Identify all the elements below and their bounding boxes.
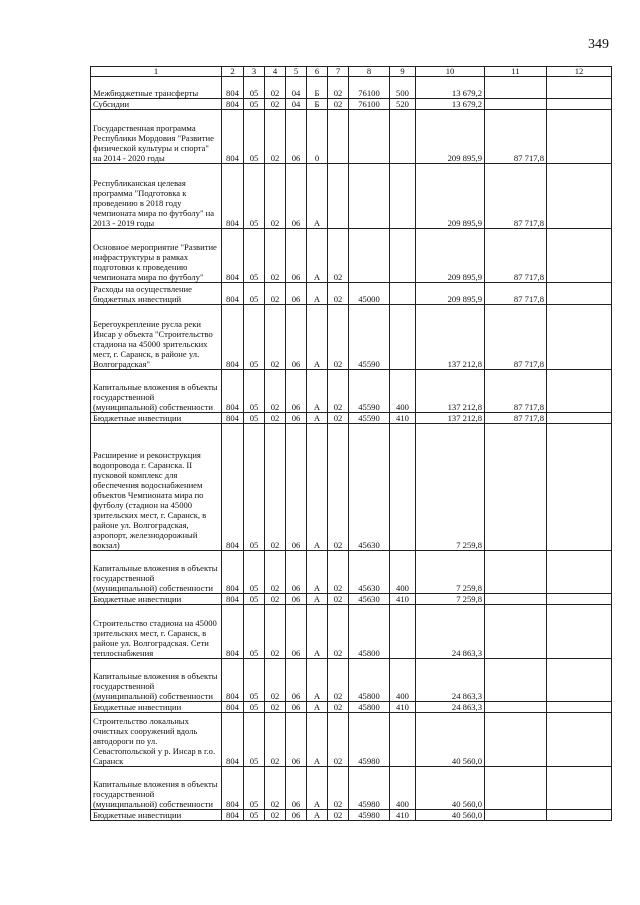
direction-code-cell: 45630 (349, 551, 390, 594)
table-header-row (91, 67, 612, 77)
amount-2017-cell: 7 259,8 (416, 594, 485, 605)
row-name-cell: Капитальные вложения в объекты государственной (муниципальной) собственности (91, 370, 222, 413)
subsection-code-cell: 02 (265, 110, 286, 164)
row-name-cell: Капитальные вложения в объекты государственной (муниципальной) собственности (91, 551, 222, 594)
expense-type-code-cell: 520 (390, 99, 416, 110)
subsection-code-cell: 02 (265, 810, 286, 821)
subsection-code-cell: 02 (265, 77, 286, 99)
section-code-cell: 05 (244, 605, 265, 659)
program-code-cell: 06 (286, 605, 307, 659)
table-row (91, 713, 612, 767)
program-code-cell: 04 (286, 77, 307, 99)
amount-2019-cell (547, 810, 612, 821)
direction-code-cell (349, 164, 390, 229)
amount-2018-cell (485, 424, 547, 551)
subsection-code-cell: 02 (265, 99, 286, 110)
amount-2019-cell (547, 370, 612, 413)
program-code-cell: 06 (286, 551, 307, 594)
subprogram-code-cell: А (307, 424, 328, 551)
section-code-cell: 05 (244, 551, 265, 594)
table-row (91, 370, 612, 413)
section-code-cell: 05 (244, 767, 265, 810)
program-code-cell: 06 (286, 110, 307, 164)
row-name-cell: Бюджетные инвестиции (91, 413, 222, 424)
column-header: 7 (328, 67, 349, 77)
amount-2017-cell: 137 212,8 (416, 370, 485, 413)
rz-code-cell: 804 (222, 605, 244, 659)
measure-code-cell: 02 (328, 551, 349, 594)
direction-code-cell: 45800 (349, 659, 390, 702)
row-name-cell: Бюджетные инвестиции (91, 594, 222, 605)
measure-code-cell: 02 (328, 413, 349, 424)
row-name-cell: Капитальные вложения в объекты государственной (муниципальной) собственности (91, 659, 222, 702)
amount-2017-cell: 137 212,8 (416, 305, 485, 370)
column-header: 11 (485, 67, 547, 77)
amount-2018-cell (485, 659, 547, 702)
section-code-cell: 05 (244, 110, 265, 164)
measure-code-cell: 02 (328, 713, 349, 767)
direction-code-cell: 45980 (349, 810, 390, 821)
amount-2017-cell: 24 863,3 (416, 702, 485, 713)
subprogram-code-cell: А (307, 594, 328, 605)
subsection-code-cell: 02 (265, 424, 286, 551)
program-code-cell: 06 (286, 305, 307, 370)
amount-2019-cell (547, 164, 612, 229)
subprogram-code-cell: А (307, 413, 328, 424)
measure-code-cell: 02 (328, 594, 349, 605)
column-header: 12 (547, 67, 612, 77)
section-code-cell: 05 (244, 702, 265, 713)
subprogram-code-cell: А (307, 702, 328, 713)
column-header: 8 (349, 67, 390, 77)
amount-2019-cell (547, 229, 612, 283)
amount-2017-cell: 24 863,3 (416, 659, 485, 702)
measure-code-cell: 02 (328, 810, 349, 821)
row-name-cell: Межбюджетные трансферты (91, 77, 222, 99)
section-code-cell: 05 (244, 305, 265, 370)
measure-code-cell: 02 (328, 283, 349, 305)
section-code-cell: 05 (244, 99, 265, 110)
subprogram-code-cell: А (307, 810, 328, 821)
rz-code-cell: 804 (222, 77, 244, 99)
column-header: 10 (416, 67, 485, 77)
program-code-cell: 06 (286, 424, 307, 551)
amount-2017-cell: 7 259,8 (416, 424, 485, 551)
rz-code-cell: 804 (222, 229, 244, 283)
amount-2018-cell: 87 717,8 (485, 110, 547, 164)
expense-type-code-cell: 400 (390, 767, 416, 810)
direction-code-cell: 45980 (349, 767, 390, 810)
subprogram-code-cell: Б (307, 77, 328, 99)
row-name-cell: Берегоукрепление русла реки Инсар у объекта "Строительство стадиона на 45000 зрительских мест, г. Саранск, в районе ул. Волгоградская" (91, 305, 222, 370)
rz-code-cell: 804 (222, 99, 244, 110)
direction-code-cell: 45980 (349, 713, 390, 767)
section-code-cell: 05 (244, 810, 265, 821)
expense-type-code-cell (390, 164, 416, 229)
amount-2017-cell: 40 560,0 (416, 810, 485, 821)
amount-2019-cell (547, 713, 612, 767)
section-code-cell: 05 (244, 424, 265, 551)
table-row (91, 424, 612, 551)
expense-type-code-cell: 410 (390, 413, 416, 424)
subsection-code-cell: 02 (265, 370, 286, 413)
subsection-code-cell: 02 (265, 702, 286, 713)
column-header: 2 (222, 67, 244, 77)
amount-2018-cell: 87 717,8 (485, 305, 547, 370)
amount-2019-cell (547, 110, 612, 164)
column-header: 5 (286, 67, 307, 77)
amount-2018-cell (485, 551, 547, 594)
rz-code-cell: 804 (222, 370, 244, 413)
program-code-cell: 06 (286, 229, 307, 283)
subsection-code-cell: 02 (265, 659, 286, 702)
amount-2018-cell: 87 717,8 (485, 229, 547, 283)
rz-code-cell: 804 (222, 551, 244, 594)
table-row (91, 110, 612, 164)
amount-2017-cell: 7 259,8 (416, 551, 485, 594)
rz-code-cell: 804 (222, 283, 244, 305)
amount-2017-cell: 137 212,8 (416, 413, 485, 424)
amount-2019-cell (547, 99, 612, 110)
table-row (91, 77, 612, 99)
amount-2018-cell (485, 810, 547, 821)
expense-type-code-cell (390, 229, 416, 283)
section-code-cell: 05 (244, 283, 265, 305)
expense-type-code-cell: 410 (390, 810, 416, 821)
amount-2017-cell: 24 863,3 (416, 605, 485, 659)
table-row (91, 283, 612, 305)
section-code-cell: 05 (244, 229, 265, 283)
measure-code-cell: 02 (328, 305, 349, 370)
column-header: 4 (265, 67, 286, 77)
measure-code-cell (328, 110, 349, 164)
amount-2017-cell: 209 895,9 (416, 229, 485, 283)
program-code-cell: 06 (286, 767, 307, 810)
row-name-cell: Государственная программа Республики Мордовия "Развитие физической культуры и спорта" на 2014 - 2020 годы (91, 110, 222, 164)
section-code-cell: 05 (244, 164, 265, 229)
column-header: 1 (91, 67, 222, 77)
amount-2018-cell: 87 717,8 (485, 164, 547, 229)
amount-2019-cell (547, 424, 612, 551)
amount-2017-cell: 40 560,0 (416, 767, 485, 810)
subsection-code-cell: 02 (265, 164, 286, 229)
measure-code-cell: 02 (328, 702, 349, 713)
row-name-cell: Расширение и реконструкция водопровода г. Саранска. II пусковой комплекс для обеспечения водоснабжением объектов Чемпионата мира по футболу (стадион на 45000 зрительских мест, г. Саранск, в районе ул. Волгоградская, аэропорт, железнодорожный вокзал) (91, 424, 222, 551)
measure-code-cell: 02 (328, 99, 349, 110)
row-name-cell: Бюджетные инвестиции (91, 702, 222, 713)
expense-type-code-cell: 410 (390, 702, 416, 713)
table-row (91, 659, 612, 702)
subsection-code-cell: 02 (265, 767, 286, 810)
subsection-code-cell: 02 (265, 713, 286, 767)
program-code-cell: 06 (286, 810, 307, 821)
amount-2019-cell (547, 605, 612, 659)
amount-2017-cell: 13 679,2 (416, 77, 485, 99)
amount-2018-cell (485, 99, 547, 110)
expense-type-code-cell: 410 (390, 594, 416, 605)
subsection-code-cell: 02 (265, 229, 286, 283)
rz-code-cell: 804 (222, 305, 244, 370)
program-code-cell: 06 (286, 713, 307, 767)
amount-2019-cell (547, 77, 612, 99)
amount-2019-cell (547, 767, 612, 810)
section-code-cell: 05 (244, 594, 265, 605)
expense-type-code-cell (390, 424, 416, 551)
expense-type-code-cell (390, 713, 416, 767)
subprogram-code-cell: 0 (307, 110, 328, 164)
row-name-cell: Расходы на осуществление бюджетных инвестиций (91, 283, 222, 305)
direction-code-cell: 45000 (349, 283, 390, 305)
table-row (91, 229, 612, 283)
amount-2019-cell (547, 305, 612, 370)
subprogram-code-cell: А (307, 164, 328, 229)
direction-code-cell (349, 229, 390, 283)
subprogram-code-cell: А (307, 370, 328, 413)
program-code-cell: 06 (286, 370, 307, 413)
measure-code-cell: 02 (328, 424, 349, 551)
measure-code-cell: 02 (328, 229, 349, 283)
subsection-code-cell: 02 (265, 605, 286, 659)
table-row (91, 305, 612, 370)
row-name-cell: Основное мероприятие "Развитие инфраструктуры в рамках подготовки к проведению чемпионата мира по футболу" (91, 229, 222, 283)
expense-type-code-cell (390, 605, 416, 659)
subprogram-code-cell: А (307, 229, 328, 283)
expense-type-code-cell: 400 (390, 370, 416, 413)
measure-code-cell: 02 (328, 767, 349, 810)
direction-code-cell: 45630 (349, 594, 390, 605)
amount-2018-cell (485, 702, 547, 713)
table-row (91, 702, 612, 713)
subsection-code-cell: 02 (265, 594, 286, 605)
rz-code-cell: 804 (222, 164, 244, 229)
row-name-cell: Строительство стадиона на 45000 зрительских мест, г. Саранск, в районе ул. Волгоградская. Сети теплоснабжения (91, 605, 222, 659)
subprogram-code-cell: А (307, 767, 328, 810)
measure-code-cell: 02 (328, 370, 349, 413)
subprogram-code-cell: А (307, 283, 328, 305)
expense-type-code-cell (390, 305, 416, 370)
amount-2019-cell (547, 283, 612, 305)
direction-code-cell: 45590 (349, 305, 390, 370)
program-code-cell: 06 (286, 659, 307, 702)
row-name-cell: Субсидии (91, 99, 222, 110)
table-row (91, 413, 612, 424)
amount-2018-cell (485, 594, 547, 605)
amount-2018-cell: 87 717,8 (485, 283, 547, 305)
amount-2019-cell (547, 594, 612, 605)
amount-2018-cell: 87 717,8 (485, 370, 547, 413)
section-code-cell: 05 (244, 713, 265, 767)
row-name-cell: Строительство локальных очистных сооружений вдоль автодороги по ул. Севастопольской у р. Инсар в г.о. Саранск (91, 713, 222, 767)
budget-table (90, 66, 612, 821)
subprogram-code-cell: А (307, 605, 328, 659)
program-code-cell: 04 (286, 99, 307, 110)
direction-code-cell: 45590 (349, 413, 390, 424)
amount-2017-cell: 209 895,9 (416, 110, 485, 164)
subprogram-code-cell: А (307, 305, 328, 370)
expense-type-code-cell (390, 283, 416, 305)
expense-type-code-cell (390, 110, 416, 164)
subprogram-code-cell: Б (307, 99, 328, 110)
table-row (91, 551, 612, 594)
direction-code-cell: 45800 (349, 702, 390, 713)
direction-code-cell: 45590 (349, 370, 390, 413)
table-body (91, 77, 612, 821)
subsection-code-cell: 02 (265, 551, 286, 594)
amount-2017-cell: 209 895,9 (416, 164, 485, 229)
amount-2017-cell: 40 560,0 (416, 713, 485, 767)
rz-code-cell: 804 (222, 110, 244, 164)
section-code-cell: 05 (244, 77, 265, 99)
measure-code-cell: 02 (328, 77, 349, 99)
program-code-cell: 06 (286, 702, 307, 713)
subsection-code-cell: 02 (265, 413, 286, 424)
measure-code-cell: 02 (328, 605, 349, 659)
section-code-cell: 05 (244, 413, 265, 424)
rz-code-cell: 804 (222, 659, 244, 702)
rz-code-cell: 804 (222, 424, 244, 551)
rz-code-cell: 804 (222, 713, 244, 767)
rz-code-cell: 804 (222, 767, 244, 810)
row-name-cell: Бюджетные инвестиции (91, 810, 222, 821)
amount-2019-cell (547, 551, 612, 594)
table-row (91, 594, 612, 605)
table-row (91, 605, 612, 659)
amount-2017-cell: 209 895,9 (416, 283, 485, 305)
column-header: 9 (390, 67, 416, 77)
amount-2018-cell: 87 717,8 (485, 413, 547, 424)
expense-type-code-cell: 500 (390, 77, 416, 99)
table-row (91, 99, 612, 110)
direction-code-cell: 76100 (349, 77, 390, 99)
page-number: 349 (588, 37, 609, 52)
amount-2019-cell (547, 659, 612, 702)
direction-code-cell (349, 110, 390, 164)
amount-2018-cell (485, 605, 547, 659)
program-code-cell: 06 (286, 164, 307, 229)
section-code-cell: 05 (244, 370, 265, 413)
measure-code-cell: 02 (328, 659, 349, 702)
column-header: 3 (244, 67, 265, 77)
subprogram-code-cell: А (307, 551, 328, 594)
amount-2019-cell (547, 702, 612, 713)
expense-type-code-cell: 400 (390, 551, 416, 594)
rz-code-cell: 804 (222, 594, 244, 605)
program-code-cell: 06 (286, 594, 307, 605)
amount-2018-cell (485, 77, 547, 99)
direction-code-cell: 45630 (349, 424, 390, 551)
subsection-code-cell: 02 (265, 283, 286, 305)
amount-2017-cell: 13 679,2 (416, 99, 485, 110)
amount-2018-cell (485, 767, 547, 810)
table-row (91, 767, 612, 810)
subsection-code-cell: 02 (265, 305, 286, 370)
rz-code-cell: 804 (222, 413, 244, 424)
row-name-cell: Капитальные вложения в объекты государственной (муниципальной) собственности (91, 767, 222, 810)
expense-type-code-cell: 400 (390, 659, 416, 702)
table-row (91, 810, 612, 821)
rz-code-cell: 804 (222, 702, 244, 713)
measure-code-cell (328, 164, 349, 229)
section-code-cell: 05 (244, 659, 265, 702)
program-code-cell: 06 (286, 413, 307, 424)
amount-2018-cell (485, 713, 547, 767)
subprogram-code-cell: А (307, 713, 328, 767)
direction-code-cell: 45800 (349, 605, 390, 659)
program-code-cell: 06 (286, 283, 307, 305)
rz-code-cell: 804 (222, 810, 244, 821)
table-row (91, 164, 612, 229)
subprogram-code-cell: А (307, 659, 328, 702)
amount-2019-cell (547, 413, 612, 424)
column-header: 6 (307, 67, 328, 77)
direction-code-cell: 76100 (349, 99, 390, 110)
row-name-cell: Республиканская целевая программа "Подготовка к проведению в 2018 году чемпионата мира по футболу" на 2013 - 2019 годы (91, 164, 222, 229)
